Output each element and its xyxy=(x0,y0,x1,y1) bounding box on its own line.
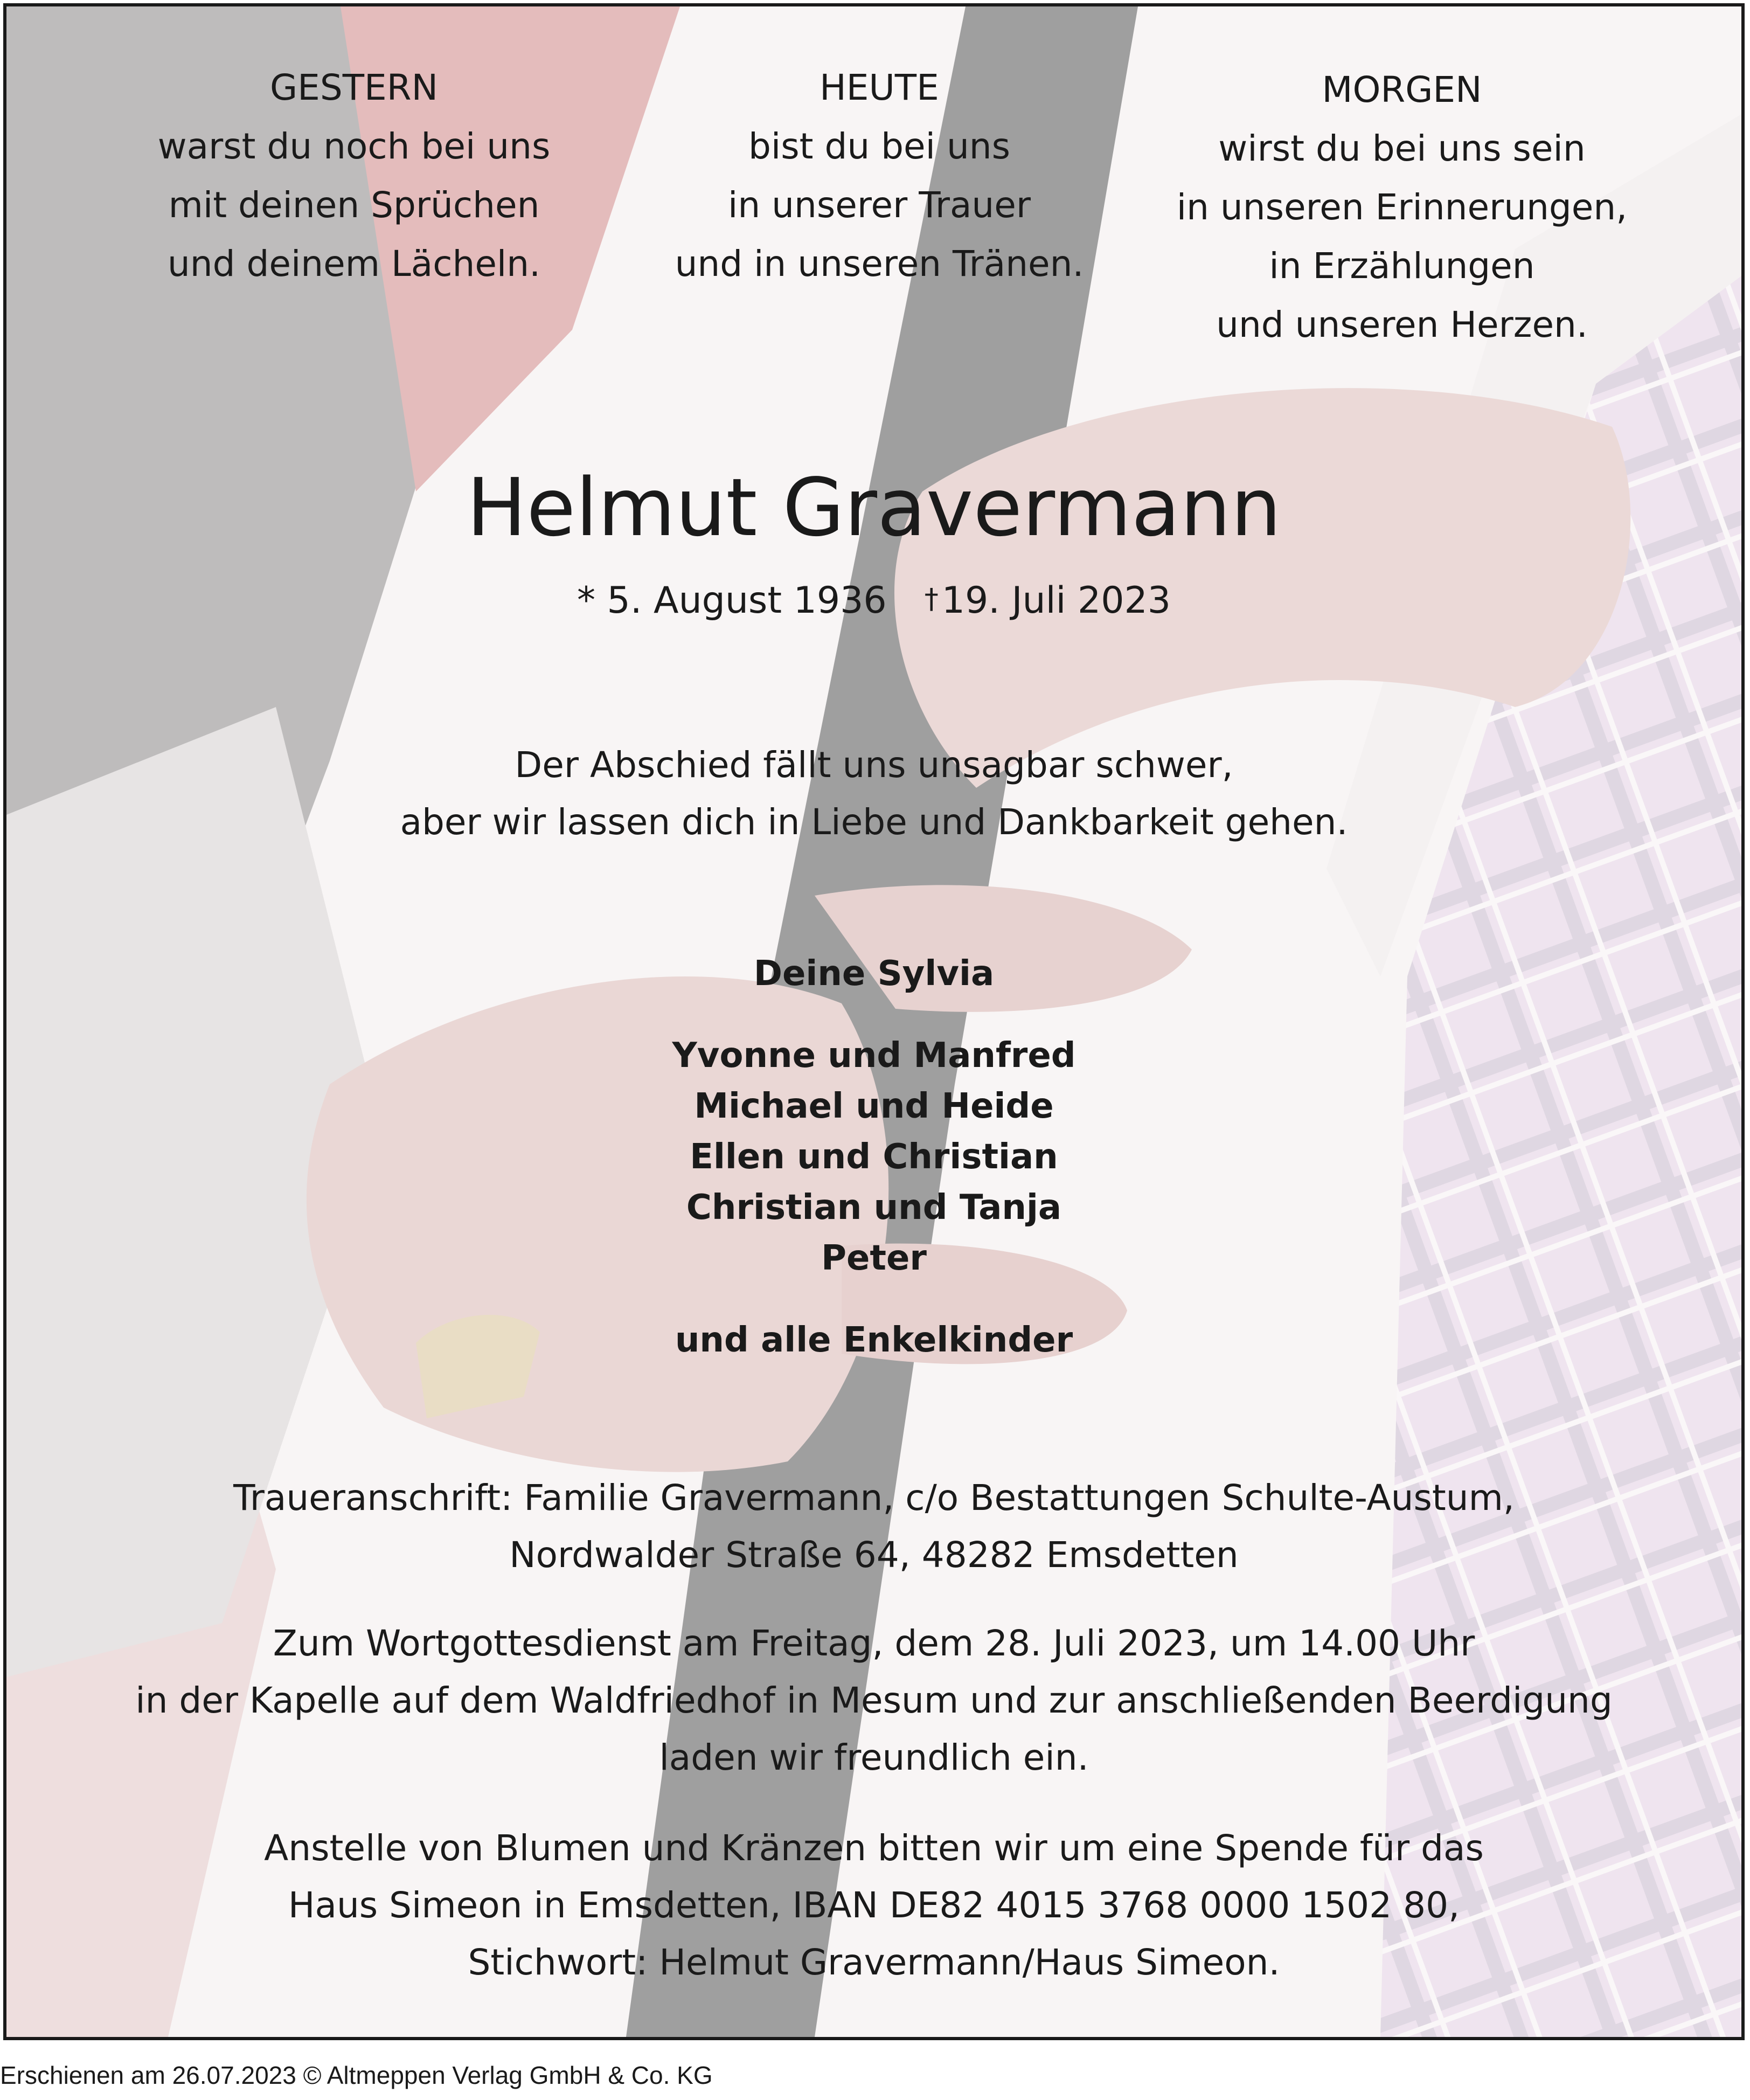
donation-request xyxy=(6,1820,1741,1991)
mourner-name: Ellen und Christian xyxy=(690,1137,1058,1177)
poem-line: und in unseren Tränen. xyxy=(675,243,1084,285)
poem-line: in unserer Trauer xyxy=(728,184,1031,226)
farewell-line: aber wir lassen dich in Liebe und Dankbarkeit gehen. xyxy=(400,801,1348,843)
poem-line: warst du noch bei uns xyxy=(157,126,551,167)
poem-line: in unseren Erinnerungen, xyxy=(1176,186,1628,228)
service-line: in der Kapelle auf dem Waldfriedhof in Mesum und zur anschließenden Beerdigung xyxy=(135,1680,1613,1721)
notice-content xyxy=(6,6,1741,2037)
poem-line: HEUTE xyxy=(820,67,939,108)
farewell-text xyxy=(6,737,1741,851)
address-line: Nordwalder Straße 64, 48282 Emsdetten xyxy=(509,1534,1239,1576)
poem-line: MORGEN xyxy=(1322,69,1482,110)
service-info xyxy=(6,1615,1741,1786)
obituary-notice xyxy=(3,3,1745,2040)
poem-line: in Erzählungen xyxy=(1269,245,1535,287)
mourner-name: Michael und Heide xyxy=(694,1086,1054,1126)
death-date: 19. Juli 2023 xyxy=(941,579,1171,622)
mourner-grandchildren: und alle Enkelkinder xyxy=(675,1320,1073,1360)
mourner-name: Christian und Tanja xyxy=(686,1188,1062,1228)
deceased-name: Helmut Gravermann xyxy=(466,461,1282,554)
farewell-line: Der Abschied fällt uns unsagbar schwer, xyxy=(515,744,1233,786)
publication-credit: Erschienen am 26.07.2023 © Altmeppen Verlag GmbH & Co. KG xyxy=(0,2061,713,2089)
poem-gestern xyxy=(136,58,572,293)
service-line: laden wir freundlich ein. xyxy=(659,1737,1089,1778)
birth-date: * 5. August 1936 xyxy=(577,579,887,622)
mourner-name: Yvonne und Manfred xyxy=(672,1036,1076,1076)
mourner-children xyxy=(6,1030,1741,1284)
donation-line: Anstelle von Blumen und Kränzen bitten wir um eine Spende für das xyxy=(264,1827,1484,1869)
poem-morgen xyxy=(1165,60,1639,354)
poem-line: und deinem Lächeln. xyxy=(167,243,541,285)
address-line: Traueranschrift: Familie Gravermann, c/o Bestattungen Schulte-Austum, xyxy=(233,1477,1515,1519)
service-line: Zum Wortgottesdienst am Freitag, dem 28. Juli 2023, um 14.00 Uhr xyxy=(273,1623,1475,1664)
cross-icon: † xyxy=(924,583,939,615)
mourner-name: Peter xyxy=(821,1238,927,1278)
donation-line: Stichwort: Helmut Gravermann/Haus Simeon. xyxy=(468,1942,1280,1983)
poem-line: GESTERN xyxy=(270,67,438,108)
poem-line: und unseren Herzen. xyxy=(1216,304,1588,345)
poem-heute xyxy=(642,58,1116,293)
poem-line: wirst du bei uns sein xyxy=(1218,128,1586,169)
poem-line: bist du bei uns xyxy=(748,126,1011,167)
mourning-address xyxy=(6,1470,1741,1584)
donation-line: Haus Simeon in Emsdetten, IBAN DE82 4015 3768 0000 1502 80, xyxy=(288,1884,1460,1926)
poem-line: mit deinen Sprüchen xyxy=(168,184,540,226)
mourner-spouse: Deine Sylvia xyxy=(753,954,995,994)
life-dates xyxy=(6,572,1741,628)
